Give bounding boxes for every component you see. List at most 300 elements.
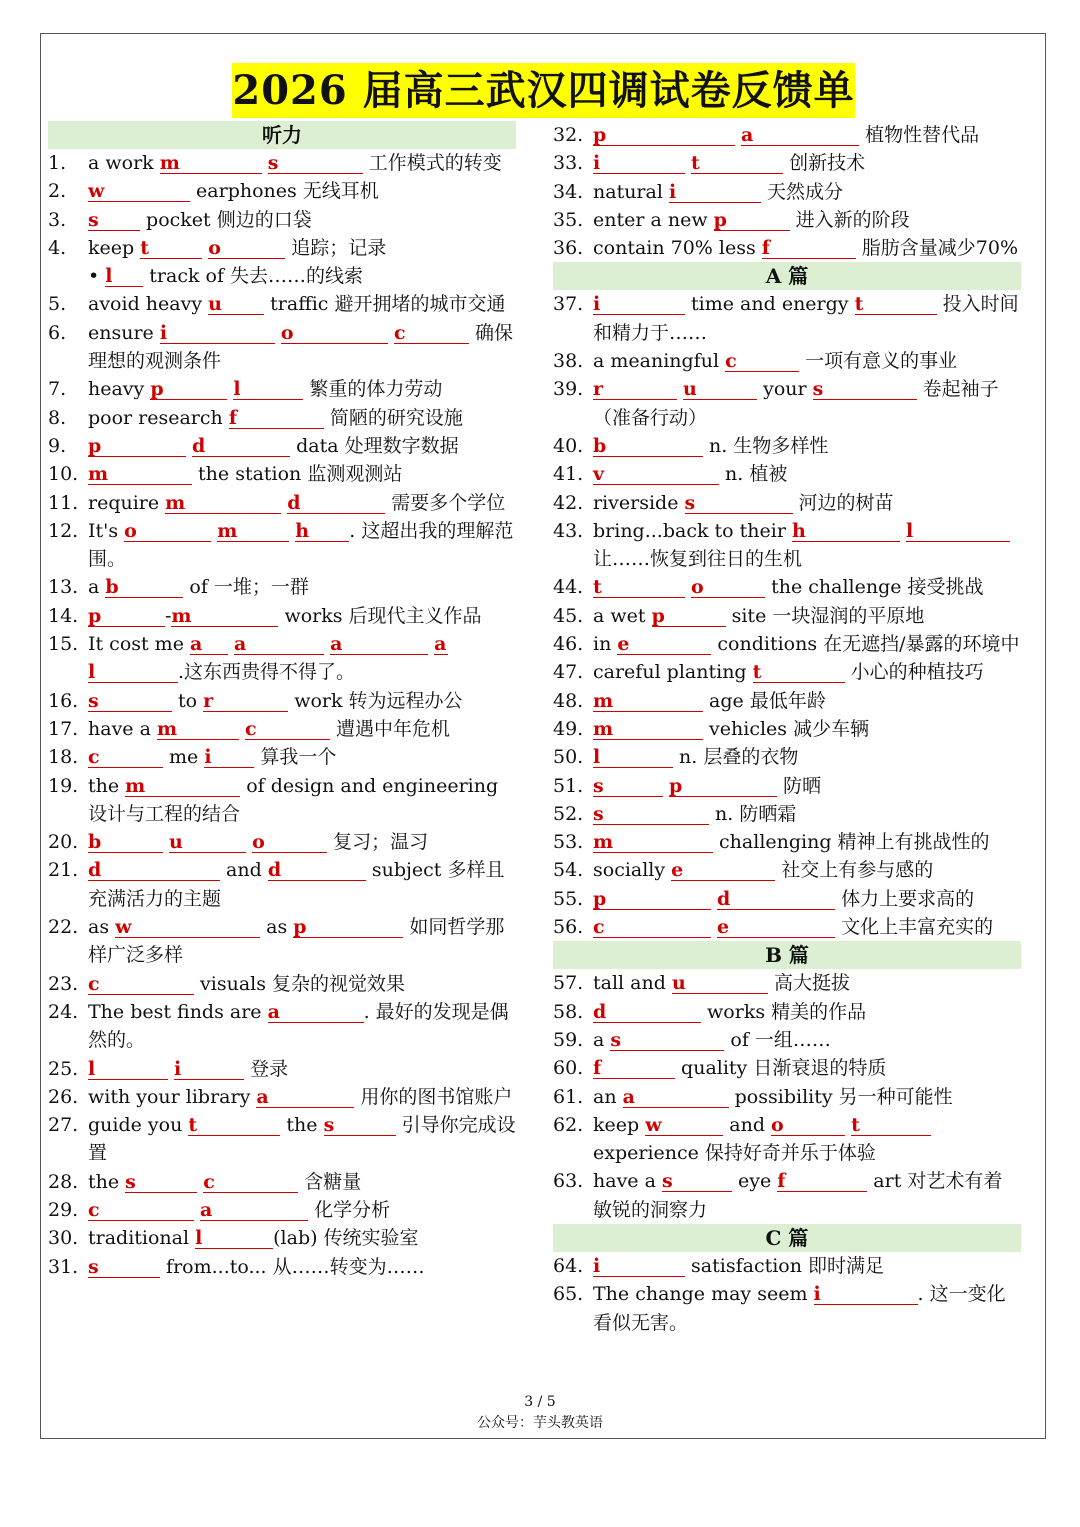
- answer-blank[interactable]: t: [593, 577, 685, 598]
- item-text: s p 防晒: [593, 774, 822, 797]
- exercise-item: [553, 1026, 1021, 1054]
- exercise-item: [553, 1054, 1021, 1082]
- exercise-item: [48, 489, 516, 517]
- item-text: guide you t the s 引导你完成设置: [88, 1114, 516, 1165]
- item-text: • l track of 失去……的线索: [88, 265, 364, 288]
- answer-blank[interactable]: c: [725, 351, 799, 372]
- item-text: with your library a 用你的图书馆账户: [88, 1085, 513, 1108]
- answer-blank[interactable]: u: [208, 294, 264, 315]
- exercise-item: [48, 1055, 516, 1083]
- exercise-item: [48, 1168, 516, 1196]
- answer-blank[interactable]: m: [165, 493, 281, 514]
- answer-blank[interactable]: h: [792, 521, 900, 542]
- answer-blank[interactable]: o: [208, 238, 285, 259]
- item-text: s n. 防晒霜: [593, 802, 797, 825]
- item-number: 17.: [48, 717, 79, 740]
- exercise-item: [48, 177, 516, 205]
- exercise-item: [553, 121, 1021, 149]
- answer-blank[interactable]: s: [593, 804, 709, 825]
- exercise-item: [553, 1083, 1021, 1111]
- item-number: 29.: [48, 1198, 79, 1221]
- answer-blank[interactable]: w: [645, 1115, 723, 1136]
- item-number: 13.: [48, 576, 79, 599]
- exercise-item: [48, 290, 516, 318]
- answer-blank[interactable]: m: [593, 691, 703, 712]
- item-text: require m d 需要多个学位: [88, 491, 506, 514]
- answer-blank[interactable]: a: [330, 634, 428, 655]
- answer-blank[interactable]: a: [268, 1002, 364, 1023]
- item-text: p -m works 后现代主义作品: [88, 604, 482, 627]
- item-text: contain 70% less f 脂肪含量减少70%: [593, 237, 1019, 260]
- item-text: socially e 社交上有参与感的: [593, 859, 934, 882]
- item-number: 40.: [553, 434, 584, 457]
- item-number: 18.: [48, 746, 79, 769]
- answer-blank[interactable]: d: [287, 493, 385, 514]
- answer-blank[interactable]: i: [204, 747, 254, 768]
- exercise-item: [553, 969, 1021, 997]
- item-number: 33.: [553, 152, 584, 175]
- answer-blank[interactable]: f: [762, 238, 856, 259]
- answer-blank[interactable]: a: [434, 633, 447, 656]
- answer-blank[interactable]: e: [617, 634, 711, 655]
- item-text: natural i 天然成分: [593, 180, 844, 203]
- item-text: poor research f 简陋的研究设施: [88, 406, 463, 429]
- exercise-item: [553, 630, 1021, 658]
- answer-blank[interactable]: o: [281, 323, 388, 344]
- item-number: 61.: [553, 1085, 584, 1108]
- answer-blank[interactable]: m: [171, 606, 278, 627]
- item-text: a s of 一组……: [593, 1028, 831, 1051]
- item-text: The best finds are a . 最好的发现是偶然的。: [88, 1000, 509, 1052]
- item-text: a wet p site 一块湿润的平原地: [593, 604, 925, 627]
- section-header: 听力: [48, 121, 516, 149]
- item-number: 41.: [553, 463, 584, 486]
- answer-blank[interactable]: a: [741, 125, 859, 146]
- exercise-item: [553, 206, 1021, 234]
- item-text: have a s eye f art 对艺术有着敏锐的洞察力: [593, 1170, 1003, 1221]
- exercise-item: [553, 1280, 1021, 1337]
- answer-blank[interactable]: l: [195, 1228, 273, 1249]
- answer-blank[interactable]: l: [88, 662, 178, 683]
- answer-blank[interactable]: t: [753, 662, 845, 683]
- answer-blank[interactable]: p: [669, 776, 777, 797]
- item-number: 35.: [553, 208, 584, 231]
- exercise-item: [48, 432, 516, 460]
- answer-blank[interactable]: t: [188, 1115, 280, 1136]
- answer-blank[interactable]: d: [192, 436, 290, 457]
- exercise-item: [553, 432, 1021, 460]
- item-text: m the station 监测观测站: [88, 463, 403, 486]
- answer-blank[interactable]: s: [813, 379, 917, 400]
- answer-blank[interactable]: d: [268, 860, 366, 881]
- item-number: 36.: [553, 237, 584, 260]
- answer-blank[interactable]: u: [169, 832, 246, 853]
- exercise-item: [48, 262, 516, 290]
- answer-blank[interactable]: f: [593, 1058, 675, 1079]
- section-header: C 篇: [553, 1224, 1021, 1252]
- item-text: t o the challenge 接受挑战: [593, 576, 984, 599]
- item-text: p a 植物性替代品: [593, 124, 980, 146]
- item-text: w earphones 无线耳机: [88, 180, 379, 203]
- item-text: c e 文化上丰富充实的: [593, 916, 994, 939]
- answer-blank[interactable]: c: [394, 323, 469, 344]
- answer-blank[interactable]: m: [217, 521, 289, 542]
- exercise-item: [553, 517, 1021, 574]
- answer-blank[interactable]: p: [150, 379, 227, 400]
- answer-blank[interactable]: u: [683, 379, 757, 400]
- item-number: 22.: [48, 916, 79, 939]
- item-number: 5.: [48, 293, 67, 316]
- exercise-item: [48, 206, 516, 234]
- answer-blank[interactable]: p: [88, 606, 165, 627]
- exercise-item: [48, 715, 516, 743]
- item-text: s from...to... 从……转变为……: [88, 1255, 425, 1278]
- item-number: 49.: [553, 717, 584, 740]
- answer-blank[interactable]: i: [814, 1284, 918, 1305]
- answer-blank[interactable]: l: [906, 521, 1010, 542]
- exercise-item: [48, 828, 516, 856]
- answer-blank[interactable]: s: [268, 153, 363, 174]
- item-text: It's o m h . 这超出我的理解范围。: [88, 519, 514, 571]
- item-text: keep w and o t experience 保持好奇并乐于体验: [593, 1111, 1021, 1168]
- answer-blank[interactable]: d: [717, 889, 835, 910]
- exercise-item: [553, 489, 1021, 517]
- item-number: 48.: [553, 689, 584, 712]
- exercise-item: [48, 602, 516, 630]
- item-number: 54.: [553, 859, 584, 882]
- item-text: i time and energy t 投入时间和精力于……: [593, 293, 1019, 344]
- answer-blank[interactable]: o: [124, 521, 211, 542]
- answer-blank[interactable]: b: [105, 577, 183, 598]
- item-number: 64.: [553, 1254, 584, 1277]
- answer-blank[interactable]: m: [593, 719, 703, 740]
- section-header: A 篇: [553, 262, 1021, 290]
- answer-blank[interactable]: l: [105, 266, 143, 287]
- exercise-item: [553, 828, 1021, 856]
- item-text: l i 登录: [88, 1057, 289, 1080]
- item-number: 19.: [48, 774, 79, 797]
- answer-blank[interactable]: u: [672, 973, 768, 994]
- answer-blank[interactable]: t: [140, 238, 202, 259]
- item-text: p d data 处理数字数据: [88, 434, 459, 457]
- item-text: i satisfaction 即时满足: [593, 1254, 885, 1277]
- item-number: 4.: [48, 236, 67, 259]
- item-text: tall and u 高大挺拔: [593, 972, 850, 995]
- exercise-item: [553, 347, 1021, 375]
- exercise-item: [553, 856, 1021, 884]
- answer-blank[interactable]: p: [593, 889, 711, 910]
- item-number: 47.: [553, 661, 584, 684]
- answer-blank[interactable]: o: [771, 1115, 845, 1136]
- answer-blank[interactable]: c: [88, 974, 194, 995]
- item-text: the s c 含糖量: [88, 1170, 362, 1193]
- exercise-item: [48, 687, 516, 715]
- answer-blank[interactable]: c: [245, 719, 330, 740]
- answer-blank[interactable]: s: [662, 1171, 732, 1192]
- exercise-item: [553, 1111, 1021, 1168]
- item-number: 45.: [553, 604, 584, 627]
- exercise-item: [48, 630, 516, 687]
- right-column: [553, 121, 1021, 1337]
- item-number: 10.: [48, 463, 79, 486]
- item-text: p d 体力上要求高的: [593, 887, 975, 910]
- answer-blank[interactable]: s: [88, 210, 140, 231]
- item-text: c visuals 复杂的视觉效果: [88, 972, 406, 995]
- exercise-item: [553, 913, 1021, 941]
- item-number: 43.: [553, 519, 584, 542]
- item-text: the m of design and engineering 设计与工程的结合: [88, 774, 499, 825]
- item-text: an a possibility 另一种可能性: [593, 1085, 953, 1108]
- answer-blank[interactable]: m: [88, 464, 192, 485]
- item-number: 60.: [553, 1057, 584, 1080]
- answer-blank[interactable]: d: [593, 1002, 701, 1023]
- item-text: d works 精美的作品: [593, 1000, 867, 1023]
- item-text: m vehicles 减少车辆: [593, 717, 870, 740]
- answer-blank[interactable]: p: [593, 125, 735, 146]
- answer-blank[interactable]: s: [610, 1030, 724, 1051]
- answer-blank[interactable]: s: [125, 1172, 197, 1193]
- item-text: bring...back to their h l 让……恢复到往日的生机: [593, 517, 1021, 574]
- exercise-item: [553, 178, 1021, 206]
- answer-blank[interactable]: m: [157, 719, 239, 740]
- answer-blank[interactable]: t: [855, 294, 937, 315]
- answer-blank[interactable]: a: [256, 1087, 354, 1108]
- exercise-item: [553, 149, 1021, 177]
- item-number: 46.: [553, 633, 584, 656]
- answer-blank[interactable]: b: [88, 832, 163, 853]
- item-number: 59.: [553, 1028, 584, 1051]
- answer-blank[interactable]: i: [593, 294, 685, 315]
- item-number: 12.: [48, 519, 79, 542]
- item-number: 26.: [48, 1085, 79, 1108]
- exercise-item: [48, 856, 516, 913]
- answer-blank[interactable]: i: [160, 323, 275, 344]
- item-number: 24.: [48, 1000, 79, 1023]
- answer-blank[interactable]: v: [593, 464, 719, 485]
- exercise-item: [48, 772, 516, 829]
- answer-blank[interactable]: i: [669, 182, 761, 203]
- item-number: 58.: [553, 1000, 584, 1023]
- exercise-item: [553, 885, 1021, 913]
- item-text: traditional l (lab) 传统实验室: [88, 1227, 419, 1250]
- exercise-item: [48, 404, 516, 432]
- answer-blank[interactable]: i: [593, 1256, 685, 1277]
- item-text: v n. 植被: [593, 463, 788, 486]
- item-number: 28.: [48, 1170, 79, 1193]
- item-text: l n. 层叠的衣物: [593, 746, 799, 769]
- exercise-item: [48, 1083, 516, 1111]
- item-number: 2.: [48, 180, 67, 203]
- exercise-item: [553, 1167, 1021, 1224]
- item-number: 14.: [48, 604, 79, 627]
- answer-blank[interactable]: t: [691, 153, 783, 174]
- item-number: 42.: [553, 491, 584, 514]
- item-number: 32.: [553, 124, 584, 146]
- item-number: 3.: [48, 208, 67, 231]
- answer-blank[interactable]: o: [691, 577, 765, 598]
- item-text: The change may seem i . 这一变化看似无害。: [593, 1283, 1006, 1334]
- exercise-item: [48, 913, 516, 970]
- exercise-item: [553, 772, 1021, 800]
- item-number: 34.: [553, 180, 584, 203]
- item-text: a meaningful c 一项有意义的事业: [593, 350, 958, 373]
- item-text: a b of 一堆；一群: [88, 576, 309, 599]
- answer-blank[interactable]: s: [88, 1257, 160, 1278]
- item-number: 31.: [48, 1255, 79, 1278]
- exercise-item: [48, 319, 516, 376]
- answer-blank[interactable]: p: [714, 210, 790, 231]
- answer-blank[interactable]: a: [190, 634, 228, 655]
- item-number: 44.: [553, 576, 584, 599]
- item-text: d and d subject 多样且充满活力的主题: [88, 859, 505, 910]
- item-text: in e conditions 在无遮挡/暴露的环境中: [593, 633, 1020, 656]
- answer-blank[interactable]: l: [88, 1059, 168, 1080]
- item-number: 8.: [48, 406, 67, 429]
- left-column: [48, 121, 516, 1281]
- page-title: 2026 届高三武汉四调试卷反馈单: [232, 63, 855, 118]
- exercise-item: [48, 1253, 516, 1281]
- exercise-item: [48, 149, 516, 177]
- answer-blank[interactable]: a: [623, 1087, 729, 1108]
- item-number: 50.: [553, 746, 584, 769]
- item-number: 39.: [553, 378, 584, 401]
- answer-blank[interactable]: w: [115, 917, 260, 938]
- exercise-item: [553, 290, 1021, 347]
- item-number: 57.: [553, 972, 584, 995]
- exercise-item: [48, 375, 516, 403]
- item-number: 6.: [48, 321, 67, 344]
- item-text: ensure i o c 确保理想的观测条件: [88, 321, 513, 373]
- item-number: 37.: [553, 293, 584, 316]
- answer-blank[interactable]: p: [293, 917, 403, 938]
- item-text: as w as p 如同哲学那样广泛多样: [88, 916, 505, 967]
- item-number: 23.: [48, 972, 79, 995]
- exercise-item: [48, 1111, 516, 1168]
- item-text: r u your s 卷起袖子（准备行动）: [593, 378, 999, 429]
- exercise-item: [48, 743, 516, 771]
- item-number: 51.: [553, 774, 584, 797]
- item-text: m challenging 精神上有挑战性的: [593, 831, 990, 854]
- item-text: heavy p l 繁重的体力劳动: [88, 378, 443, 401]
- item-text: riverside s 河边的树苗: [593, 491, 894, 514]
- item-text: a work m s 工作模式的转变: [88, 152, 502, 174]
- exercise-item: [48, 573, 516, 601]
- exercise-item: [48, 460, 516, 488]
- answer-blank[interactable]: c: [203, 1172, 298, 1193]
- item-text: m age 最低年龄: [593, 689, 826, 712]
- item-number: 30.: [48, 1227, 79, 1250]
- answer-blank[interactable]: w: [88, 181, 190, 202]
- item-text: s to r work 转为远程办公: [88, 689, 463, 712]
- exercise-item: [553, 602, 1021, 630]
- item-text: f quality 日渐衰退的特质: [593, 1057, 887, 1080]
- answer-blank[interactable]: a: [234, 634, 324, 655]
- answer-blank[interactable]: o: [252, 832, 327, 853]
- answer-blank[interactable]: m: [125, 776, 240, 797]
- answer-blank[interactable]: l: [593, 747, 673, 768]
- answer-blank[interactable]: c: [88, 747, 163, 768]
- item-text: b n. 生物多样性: [593, 434, 829, 457]
- item-text: careful planting t 小心的种植技巧: [593, 661, 984, 684]
- item-number: 21.: [48, 859, 79, 882]
- exercise-item: [553, 573, 1021, 601]
- answer-blank[interactable]: l: [233, 379, 303, 400]
- exercise-item: [553, 234, 1021, 262]
- answer-blank[interactable]: r: [203, 691, 288, 712]
- answer-blank[interactable]: s: [685, 493, 793, 514]
- item-number: 1.: [48, 152, 67, 174]
- exercise-item: [553, 658, 1021, 686]
- answer-blank[interactable]: h: [295, 521, 349, 542]
- exercise-item: [553, 460, 1021, 488]
- exercise-item: [48, 234, 516, 262]
- item-text: b u o 复习；温习: [88, 831, 429, 854]
- item-number: 15.: [48, 633, 79, 656]
- footer-text: 公众号：芋头教英语: [477, 1415, 603, 1431]
- exercise-item: [553, 998, 1021, 1026]
- item-number: 55.: [553, 887, 584, 910]
- exercise-item: [553, 687, 1021, 715]
- answer-blank[interactable]: a: [200, 1200, 308, 1221]
- answer-blank[interactable]: c: [593, 917, 711, 938]
- item-number: 25.: [48, 1057, 79, 1080]
- answer-blank[interactable]: s: [88, 691, 172, 712]
- item-text: enter a new p 进入新的阶段: [593, 208, 910, 231]
- item-text: c a 化学分析: [88, 1198, 391, 1221]
- answer-blank[interactable]: p: [652, 606, 726, 627]
- item-number: 56.: [553, 916, 584, 939]
- item-text: It cost me a a a a l .这东西贵得不得了。: [88, 633, 447, 684]
- answer-blank[interactable]: b: [593, 436, 703, 457]
- answer-blank[interactable]: m: [160, 153, 262, 174]
- answer-blank[interactable]: i: [593, 153, 685, 174]
- answer-blank[interactable]: s: [324, 1115, 396, 1136]
- item-number: 11.: [48, 491, 79, 514]
- answer-blank[interactable]: s: [593, 776, 663, 797]
- answer-blank[interactable]: i: [174, 1059, 244, 1080]
- answer-blank[interactable]: f: [229, 408, 324, 429]
- answer-blank[interactable]: d: [88, 860, 220, 881]
- item-number: 62.: [553, 1113, 584, 1136]
- exercise-item: [553, 743, 1021, 771]
- item-number: 7.: [48, 378, 67, 401]
- item-number: 27.: [48, 1114, 79, 1137]
- page-number: 3 / 5: [524, 1394, 556, 1410]
- item-number: 63.: [553, 1170, 584, 1193]
- answer-blank[interactable]: m: [593, 832, 713, 853]
- answer-blank[interactable]: p: [88, 436, 186, 457]
- item-number: 38.: [553, 350, 584, 373]
- item-number: 9.: [48, 434, 67, 457]
- section-header: B 篇: [553, 941, 1021, 969]
- exercise-item: [553, 800, 1021, 828]
- item-text: avoid heavy u traffic 避开拥堵的城市交通: [88, 293, 506, 316]
- answer-blank[interactable]: r: [593, 379, 677, 400]
- item-number: 52.: [553, 802, 584, 825]
- answer-blank[interactable]: e: [717, 917, 835, 938]
- answer-blank[interactable]: f: [777, 1171, 867, 1192]
- item-number: 16.: [48, 689, 79, 712]
- exercise-item: [553, 1252, 1021, 1280]
- item-number: 20.: [48, 831, 79, 854]
- exercise-item: [48, 517, 516, 574]
- answer-blank[interactable]: c: [88, 1200, 194, 1221]
- answer-blank[interactable]: e: [671, 860, 775, 881]
- item-text: have a m c 遭遇中年危机: [88, 717, 451, 740]
- exercise-item: [48, 998, 516, 1055]
- item-text: i t 创新技术: [593, 152, 866, 175]
- answer-blank[interactable]: t: [851, 1115, 931, 1136]
